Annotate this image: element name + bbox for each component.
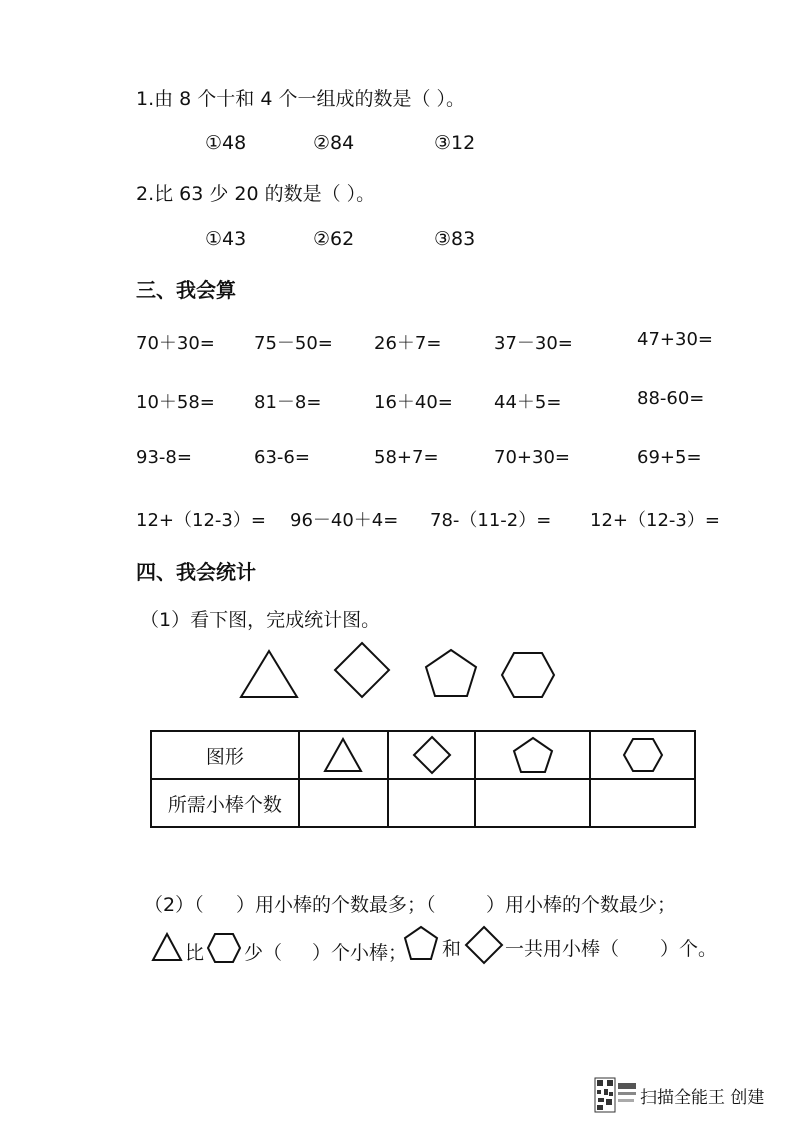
math-item: 70+30= (494, 447, 570, 468)
math-item: 69+5= (637, 447, 702, 468)
question-1: 1.由 8 个十和 4 个一组成的数是（ ）。 (136, 88, 466, 110)
math-item: 16＋40= (374, 392, 453, 413)
triangle-icon (323, 737, 363, 773)
math-item: 63-6= (254, 447, 310, 468)
question-2: 2.比 63 少 20 的数是（ ）。 (136, 183, 376, 205)
table-cell-pentagon (475, 731, 590, 779)
section-4-title: 四、我会统计 (136, 560, 256, 584)
math-item: 10＋58= (136, 392, 215, 413)
pentagon-icon (512, 736, 554, 774)
q1-option-2[interactable]: ②84 (313, 132, 355, 154)
answer-cell[interactable] (475, 779, 590, 827)
answer-cell[interactable] (590, 779, 695, 827)
answer-cell[interactable] (299, 779, 388, 827)
math-item: 93-8= (136, 447, 192, 468)
diamond-icon (412, 735, 452, 775)
table-header-shape: 图形 (151, 731, 299, 779)
triangle-icon (238, 648, 300, 700)
math-item: 58+7= (374, 447, 439, 468)
math-item: 96－40＋4= (290, 510, 399, 531)
math-item: 70＋30= (136, 333, 215, 354)
math-item: 44＋5= (494, 392, 562, 413)
sub2-line2-a: 比 (185, 942, 205, 964)
q1-option-1[interactable]: ①48 (205, 132, 247, 154)
table-row (151, 731, 695, 779)
sub2-line1-a: （2）（ (144, 894, 204, 916)
hexagon-icon (622, 737, 664, 773)
sub2-line1-c: ）用小棒的个数最少； (486, 894, 677, 916)
math-item: 12+（12-3）= (590, 510, 720, 531)
diamond-icon (464, 925, 504, 965)
statistics-table (150, 730, 696, 828)
sub2-line1-b: ）用小棒的个数最多；（ (236, 894, 436, 916)
answer-cell[interactable] (388, 779, 475, 827)
math-item: 78-（11-2）= (430, 510, 552, 531)
sub2-line2-f: ）个。 (660, 938, 718, 960)
pentagon-icon (403, 925, 439, 961)
math-item: 81－8= (254, 392, 322, 413)
sub2-line2-c: ）个小棒； (312, 942, 408, 964)
sub2-line2-d: 和 (442, 938, 462, 960)
q2-option-3[interactable]: ③83 (434, 228, 476, 250)
table-header-sticks: 所需小棒个数 (151, 779, 299, 827)
math-item: 75－50= (254, 333, 333, 354)
pentagon-icon (424, 648, 478, 698)
math-item: 47+30= (637, 329, 713, 350)
qr-code-logo (594, 1077, 638, 1113)
table-cell-diamond (388, 731, 475, 779)
sub2-line2-e: 一共用小棒（ (505, 938, 620, 960)
triangle-icon (151, 932, 183, 962)
table-row (151, 779, 695, 827)
hexagon-icon (500, 651, 556, 699)
math-item: 12+（12-3）= (136, 510, 266, 531)
math-item: 37－30= (494, 333, 573, 354)
section-4-sub1: （1）看下图，完成统计图。 (140, 609, 381, 631)
math-item: 26＋7= (374, 333, 442, 354)
diamond-icon (333, 641, 391, 699)
footer-watermark-text: 扫描全能王 创建 (640, 1088, 765, 1108)
table-cell-triangle (299, 731, 388, 779)
q2-option-1[interactable]: ①43 (205, 228, 247, 250)
sub2-line2-b: 少（ (244, 942, 283, 964)
q1-option-3[interactable]: ③12 (434, 132, 476, 154)
section-3-title: 三、我会算 (136, 278, 236, 302)
hexagon-icon (206, 932, 242, 964)
q2-option-2[interactable]: ②62 (313, 228, 355, 250)
table-cell-hexagon (590, 731, 695, 779)
math-item: 88-60= (637, 388, 705, 409)
